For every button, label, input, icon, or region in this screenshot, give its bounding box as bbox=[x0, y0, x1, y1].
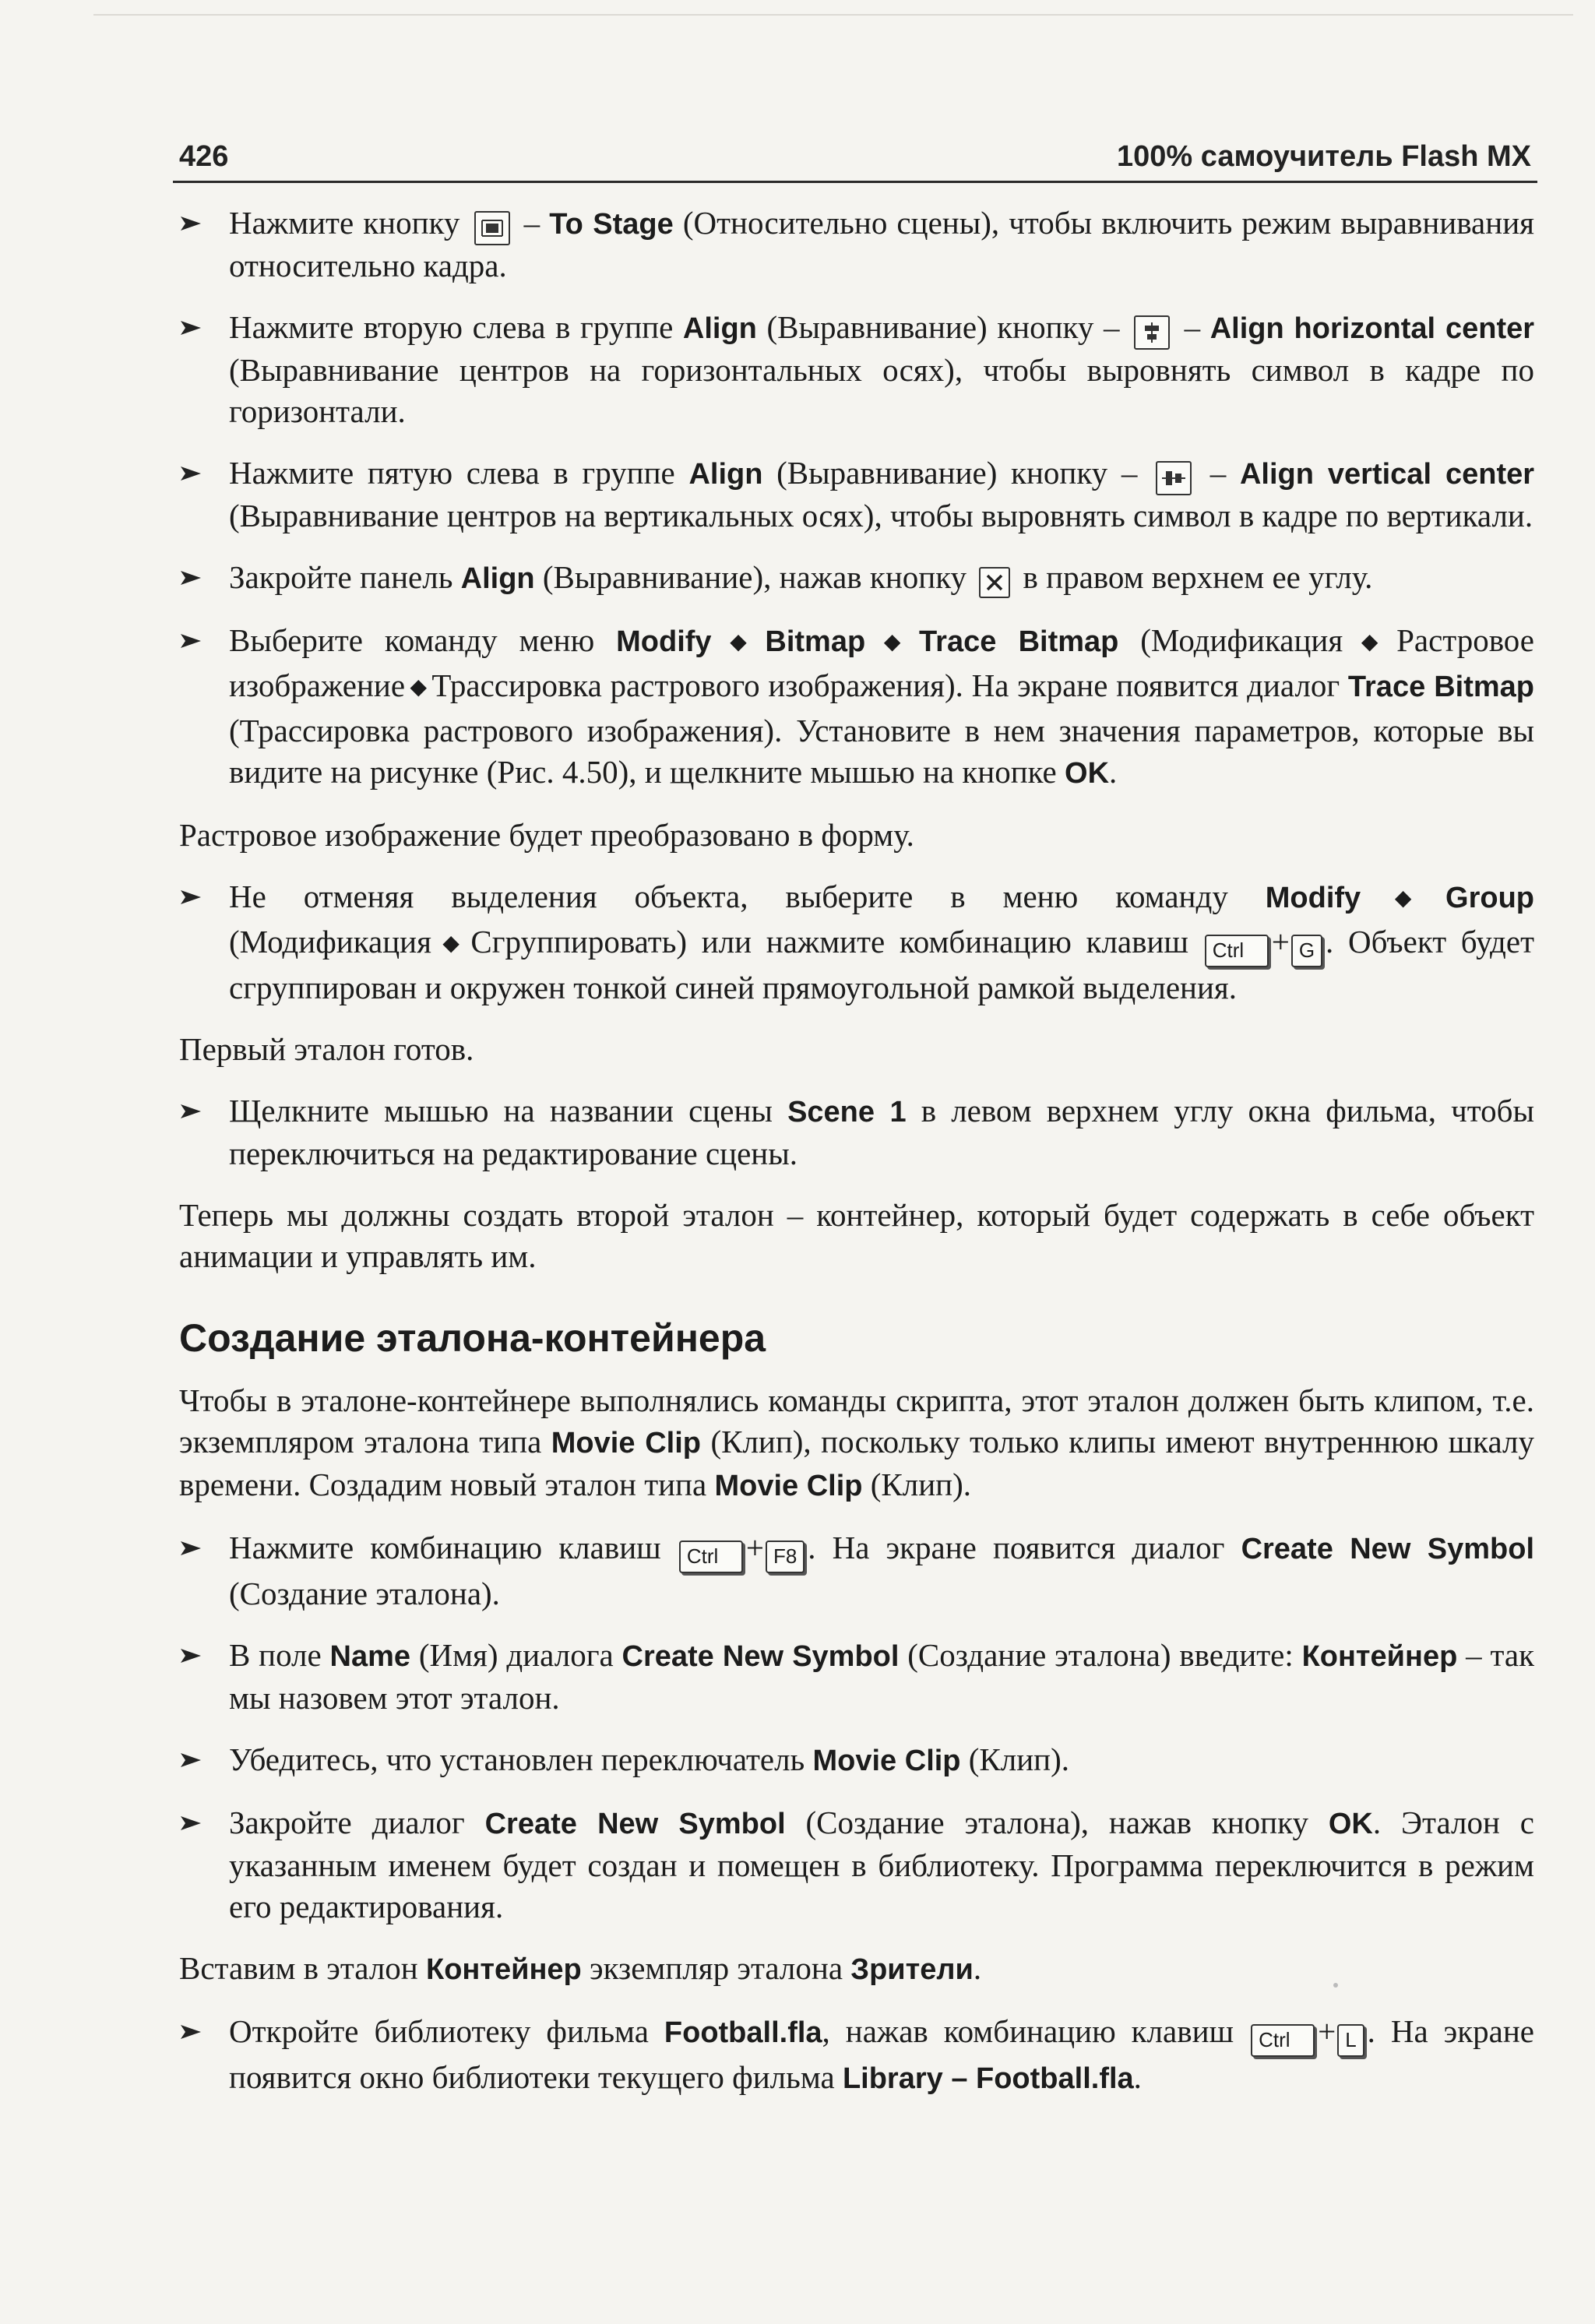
diamond-separator: ◆ bbox=[435, 931, 467, 956]
instruction-item: Нажмите вторую слева в группе Align (Выравнивание) кнопку – – Align horizontal center (Выравнивание центров на горизонтальных осях), чтобы выровнять символ в кадре по горизонтали. bbox=[179, 307, 1534, 432]
arrow-bullet-icon bbox=[179, 1635, 210, 1676]
page-number: 426 bbox=[179, 140, 229, 173]
instruction-item: Убедитесь, что установлен переключатель Movie Clip (Клип). bbox=[179, 1739, 1534, 1782]
header-rule bbox=[173, 181, 1537, 183]
paragraph: Растровое изображение будет преобразовано в форму. bbox=[179, 817, 914, 853]
instruction-item: Закройте диалог Create New Symbol (Создание эталона), нажав кнопку OK. Эталон с указанным именем будет создан и помещен в библиотеку. Программа переключится в режим его редактирования. bbox=[179, 1802, 1534, 1928]
diamond-separator: ◆ bbox=[1347, 630, 1393, 654]
arrow-bullet-icon bbox=[179, 1527, 210, 1569]
running-header bbox=[179, 137, 1531, 179]
arrow-bullet-icon bbox=[179, 202, 210, 244]
key-ctrl: Ctrl bbox=[1251, 2024, 1315, 2057]
plus-sign: + bbox=[745, 1530, 764, 1565]
paragraph: Чтобы в эталоне-контейнере выполнялись команды скрипта, этот эталон должен быть клипом, т.е. экземпляром эталона типа Movie Clip (Клип), поскольку только клипы имеют внутреннюю шкалу времени. Создадим новый эталон типа Movie Clip (Клип). bbox=[179, 1382, 1534, 1502]
paragraph: Первый эталон готов. bbox=[179, 1031, 474, 1067]
instruction-item: Закройте панель Align (Выравнивание), нажав кнопку в правом верхнем ее углу. bbox=[179, 557, 1534, 600]
instruction-item: Нажмите пятую слева в группе Align (Выравнивание) кнопку – – Align vertical center (Выравнивание центров на вертикальных осях), чтобы выровнять символ в кадре по вертикали. bbox=[179, 452, 1534, 537]
close-icon bbox=[979, 567, 1010, 598]
diamond-separator: ◆ bbox=[410, 675, 428, 699]
align-vertical-center-icon bbox=[1156, 461, 1192, 495]
instruction-item: Откройте библиотеку фильма Football.fla, нажав комбинацию клавиш Ctrl + L . На экране появится окно библиотеки текущего фильма Library – Football.fla. bbox=[179, 2011, 1534, 2100]
scan-edge-line bbox=[93, 14, 1573, 16]
diamond-separator: ◆ bbox=[1365, 886, 1442, 910]
instruction-item: Не отменяя выделения объекта, выберите в меню команду Modify ◆ Group (Модификация ◆ Сгруппировать) или нажмите комбинацию клавиш Ctrl + G . Объект будет сгруппирован и окружен тонкой синей прямоугольной рамкой выделения. bbox=[179, 876, 1534, 1009]
book-title: 100% самоучитель Flash MX bbox=[1117, 140, 1531, 173]
key-f8: F8 bbox=[766, 1541, 805, 1573]
arrow-bullet-icon bbox=[179, 1739, 210, 1780]
arrow-bullet-icon bbox=[179, 876, 210, 917]
arrow-bullet-icon bbox=[179, 452, 210, 494]
key-l: L bbox=[1337, 2024, 1364, 2057]
instruction-item: Нажмите кнопку – To Stage (Относительно сцены), чтобы включить режим выравнивания относительно кадра. bbox=[179, 202, 1534, 287]
instruction-item: Щелкните мышью на названии сцены Scene 1 в левом верхнем углу окна фильма, чтобы переключиться на редактирование сцены. bbox=[179, 1090, 1534, 1174]
scan-speck bbox=[1333, 1983, 1338, 1988]
diamond-separator: ◆ bbox=[870, 630, 915, 654]
arrow-bullet-icon bbox=[179, 557, 210, 598]
plus-sign: + bbox=[1271, 924, 1290, 960]
paragraph: Вставим в эталон Контейнер экземпляр эталона Зрители. bbox=[179, 1950, 982, 1986]
paragraph: Теперь мы должны создать второй эталон – контейнер, который будет содержать в себе объект анимации и управлять им. bbox=[179, 1197, 1534, 1274]
instruction-item: Выберите команду меню Modify ◆ Bitmap ◆ Trace Bitmap (Модификация ◆ Растровое изображение ◆ Трассировка растрового изображения). На экране появится диалог Trace Bitmap (Трассировка растрового изображения). Установите в нем значения параметров, которые вы видите на рисунке (Рис. 4.50), и щелкните мышью на кнопке OK. bbox=[179, 620, 1534, 794]
arrow-bullet-icon bbox=[179, 620, 210, 661]
plus-sign: + bbox=[1318, 2013, 1336, 2049]
arrow-bullet-icon bbox=[179, 2011, 210, 2052]
key-ctrl: Ctrl bbox=[679, 1541, 743, 1573]
instruction-item: Нажмите комбинацию клавиш Ctrl + F8 . На экране появится диалог Create New Symbol (Создание эталона). bbox=[179, 1527, 1534, 1614]
instruction-item: В поле Name (Имя) диалога Create New Symbol (Создание эталона) введите: Контейнер – так мы назовем этот эталон. bbox=[179, 1635, 1534, 1719]
arrow-bullet-icon bbox=[179, 307, 210, 348]
to-stage-icon bbox=[474, 211, 510, 245]
page-body bbox=[179, 202, 1534, 2120]
arrow-bullet-icon bbox=[179, 1090, 210, 1132]
diamond-separator: ◆ bbox=[716, 630, 761, 654]
section-heading: Создание эталона-контейнера bbox=[179, 1316, 766, 1360]
arrow-bullet-icon bbox=[179, 1802, 210, 1843]
key-ctrl: Ctrl bbox=[1205, 935, 1269, 967]
align-horizontal-center-icon bbox=[1134, 315, 1170, 350]
key-g: G bbox=[1291, 935, 1322, 967]
